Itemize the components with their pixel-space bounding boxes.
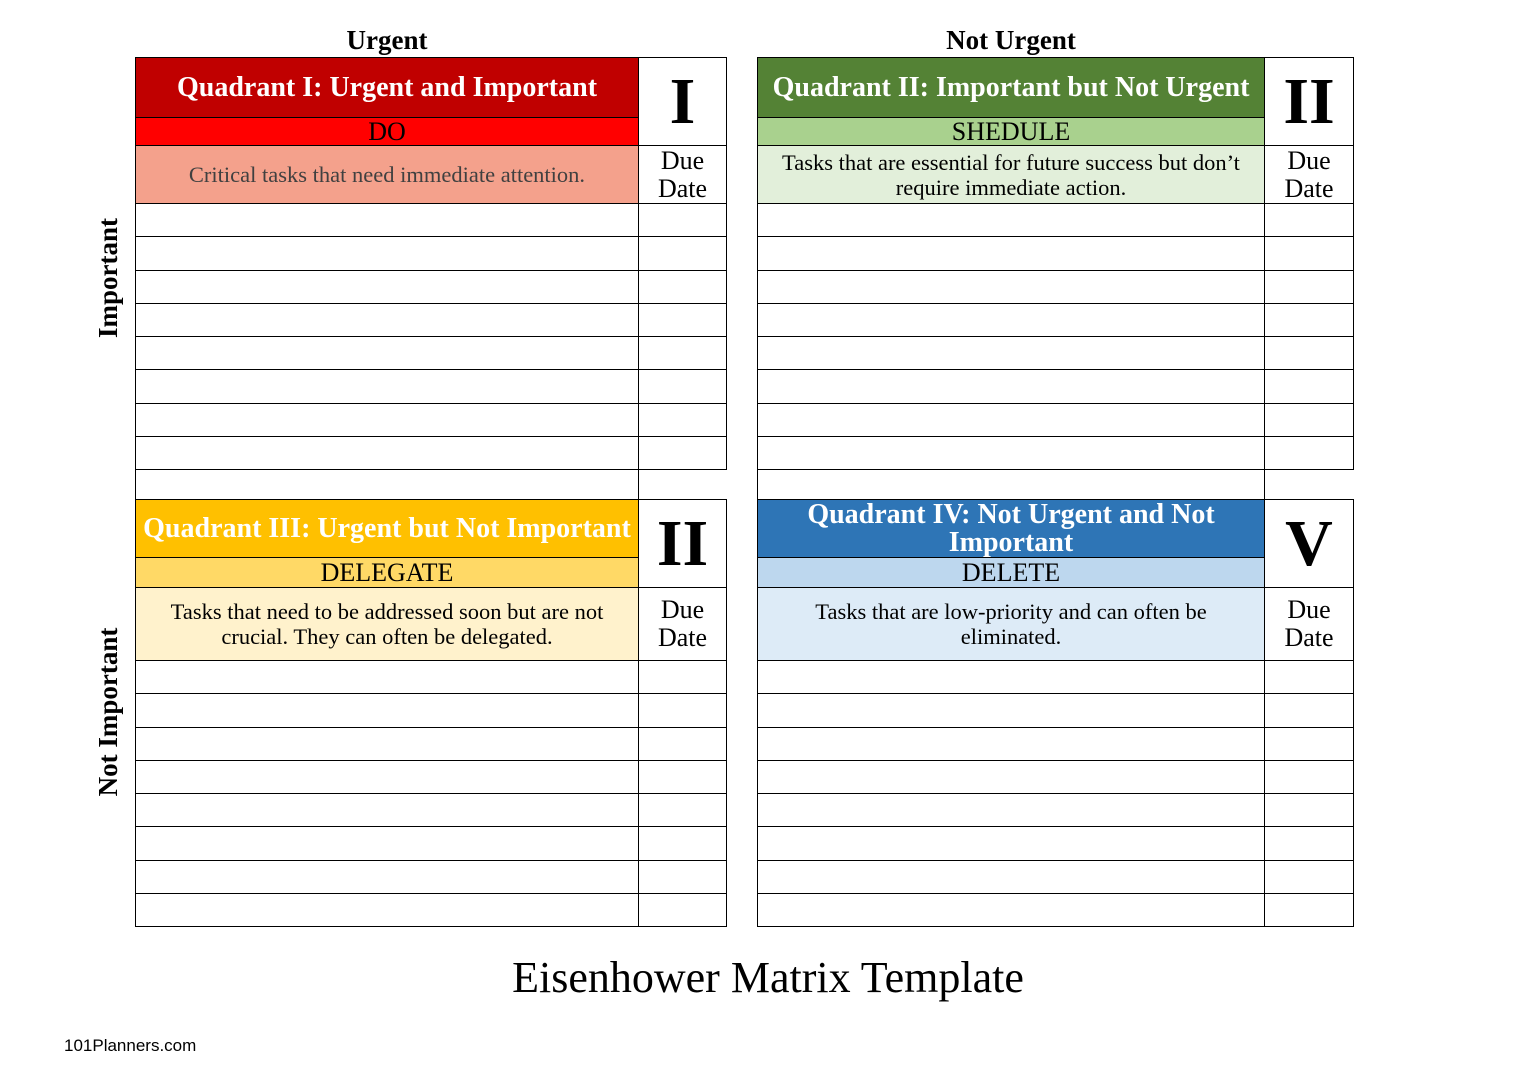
quadrant-title: Quadrant I: Urgent and Important xyxy=(136,58,639,118)
task-cell[interactable] xyxy=(758,337,1265,370)
due-date-cell[interactable] xyxy=(1265,204,1354,237)
quadrant-action: DELETE xyxy=(758,558,1265,588)
due-date-cell[interactable] xyxy=(639,370,727,403)
due-date-cell[interactable] xyxy=(639,437,727,470)
due-date-cell[interactable] xyxy=(1265,794,1354,827)
task-cell[interactable] xyxy=(758,237,1265,270)
axis-label-not-important: Not Important xyxy=(93,627,123,797)
due-date-cell[interactable] xyxy=(1265,860,1354,893)
task-cell[interactable] xyxy=(758,204,1265,237)
task-cell[interactable] xyxy=(136,860,639,893)
task-row xyxy=(758,370,1354,403)
task-cell[interactable] xyxy=(136,237,639,270)
quadrant-numeral: II xyxy=(639,500,727,588)
task-cell[interactable] xyxy=(758,727,1265,760)
task-row xyxy=(758,303,1354,336)
task-cell[interactable] xyxy=(758,437,1265,470)
quadrant-3 xyxy=(135,499,727,927)
task-row xyxy=(758,827,1354,860)
task-row xyxy=(758,270,1354,303)
due-date-cell[interactable] xyxy=(639,237,727,270)
quadrant-numeral: II xyxy=(1265,58,1354,146)
task-row xyxy=(758,727,1354,760)
due-date-cell[interactable] xyxy=(1265,303,1354,336)
task-cell[interactable] xyxy=(136,827,639,860)
task-row xyxy=(136,370,727,403)
quadrant-action: SHEDULE xyxy=(758,118,1265,146)
axis-label-urgent: Urgent xyxy=(346,25,428,55)
task-cell[interactable] xyxy=(136,370,639,403)
task-cell[interactable] xyxy=(136,270,639,303)
task-row xyxy=(136,794,727,827)
due-date-cell[interactable] xyxy=(1265,337,1354,370)
task-row xyxy=(136,437,727,470)
task-cell[interactable] xyxy=(758,270,1265,303)
task-row xyxy=(136,827,727,860)
spacer-row xyxy=(136,470,727,500)
spacer-cell xyxy=(1265,470,1354,500)
due-date-cell[interactable] xyxy=(1265,760,1354,793)
spacer-cell xyxy=(758,470,1265,500)
task-row xyxy=(758,860,1354,893)
task-cell[interactable] xyxy=(758,894,1265,927)
task-cell[interactable] xyxy=(136,337,639,370)
task-row xyxy=(136,337,727,370)
due-date-cell[interactable] xyxy=(1265,694,1354,727)
task-row xyxy=(136,694,727,727)
task-row xyxy=(136,727,727,760)
due-date-cell[interactable] xyxy=(1265,661,1354,694)
task-cell[interactable] xyxy=(136,694,639,727)
task-row xyxy=(136,894,727,927)
quadrant-numeral: V xyxy=(1265,500,1354,588)
task-row xyxy=(758,437,1354,470)
task-row xyxy=(136,204,727,237)
task-row xyxy=(758,694,1354,727)
task-row xyxy=(758,894,1354,927)
due-date-cell[interactable] xyxy=(1265,403,1354,436)
quadrant-numeral: I xyxy=(639,58,727,146)
due-date-cell[interactable] xyxy=(639,270,727,303)
quadrant-4 xyxy=(757,499,1354,927)
due-date-cell[interactable] xyxy=(639,337,727,370)
quadrant-title: Quadrant III: Urgent but Not Important xyxy=(136,500,639,558)
quadrant-title: Quadrant IV: Not Urgent and Not Important xyxy=(758,500,1265,558)
task-row xyxy=(758,204,1354,237)
task-row xyxy=(758,760,1354,793)
task-cell[interactable] xyxy=(136,727,639,760)
due-date-header: Due Date xyxy=(639,146,727,204)
task-cell[interactable] xyxy=(758,303,1265,336)
due-date-cell[interactable] xyxy=(1265,437,1354,470)
page-title: Eisenhower Matrix Template xyxy=(512,953,1024,1002)
task-cell[interactable] xyxy=(136,303,639,336)
due-date-cell[interactable] xyxy=(639,661,727,694)
quadrant-action: DO xyxy=(136,118,639,146)
task-row xyxy=(758,661,1354,694)
brand-watermark: 101Planners.com xyxy=(64,1036,197,1055)
task-cell[interactable] xyxy=(758,661,1265,694)
task-row xyxy=(758,237,1354,270)
due-date-cell[interactable] xyxy=(1265,270,1354,303)
due-date-header: Due Date xyxy=(1265,588,1354,661)
task-row xyxy=(136,303,727,336)
due-date-cell[interactable] xyxy=(639,403,727,436)
due-date-cell[interactable] xyxy=(1265,370,1354,403)
axis-label-not-urgent: Not Urgent xyxy=(946,25,1076,55)
quadrant-action: DELEGATE xyxy=(136,558,639,588)
due-date-header: Due Date xyxy=(639,588,727,661)
due-date-cell[interactable] xyxy=(639,827,727,860)
quadrant-title: Quadrant II: Important but Not Urgent xyxy=(758,58,1265,118)
due-date-cell[interactable] xyxy=(1265,237,1354,270)
task-cell[interactable] xyxy=(758,370,1265,403)
task-row xyxy=(136,860,727,893)
due-date-cell[interactable] xyxy=(639,860,727,893)
due-date-cell[interactable] xyxy=(639,760,727,793)
task-cell[interactable] xyxy=(758,794,1265,827)
task-row xyxy=(758,403,1354,436)
task-cell[interactable] xyxy=(136,204,639,237)
task-cell[interactable] xyxy=(136,661,639,694)
task-cell[interactable] xyxy=(136,794,639,827)
task-cell[interactable] xyxy=(758,694,1265,727)
quadrant-description: Tasks that are essential for future success but don’t require immediate action. xyxy=(758,146,1265,204)
due-date-cell[interactable] xyxy=(1265,827,1354,860)
due-date-cell[interactable] xyxy=(1265,894,1354,927)
due-date-cell[interactable] xyxy=(639,894,727,927)
task-row xyxy=(136,661,727,694)
due-date-cell[interactable] xyxy=(639,204,727,237)
due-date-cell[interactable] xyxy=(639,303,727,336)
task-row xyxy=(136,270,727,303)
quadrant-description: Tasks that need to be addressed soon but are not crucial. They can often be delegated. xyxy=(136,588,639,661)
task-row xyxy=(136,760,727,793)
task-cell[interactable] xyxy=(136,894,639,927)
due-date-cell[interactable] xyxy=(639,794,727,827)
quadrant-1 xyxy=(135,57,727,500)
spacer-cell xyxy=(136,470,639,500)
spacer-cell xyxy=(639,470,727,500)
task-cell[interactable] xyxy=(136,760,639,793)
quadrant-2 xyxy=(757,57,1354,500)
task-cell[interactable] xyxy=(136,403,639,436)
task-cell[interactable] xyxy=(758,403,1265,436)
task-row xyxy=(758,794,1354,827)
quadrant-description: Tasks that are low-priority and can often be eliminated. xyxy=(758,588,1265,661)
due-date-cell[interactable] xyxy=(1265,727,1354,760)
quadrant-description: Critical tasks that need immediate attention. xyxy=(136,146,639,204)
due-date-header: Due Date xyxy=(1265,146,1354,204)
due-date-cell[interactable] xyxy=(639,694,727,727)
axis-label-important: Important xyxy=(93,218,123,338)
due-date-cell[interactable] xyxy=(639,727,727,760)
task-cell[interactable] xyxy=(758,760,1265,793)
task-row xyxy=(758,337,1354,370)
task-cell[interactable] xyxy=(758,827,1265,860)
task-cell[interactable] xyxy=(758,860,1265,893)
task-row xyxy=(136,403,727,436)
task-row xyxy=(136,237,727,270)
spacer-row xyxy=(758,470,1354,500)
task-cell[interactable] xyxy=(136,437,639,470)
